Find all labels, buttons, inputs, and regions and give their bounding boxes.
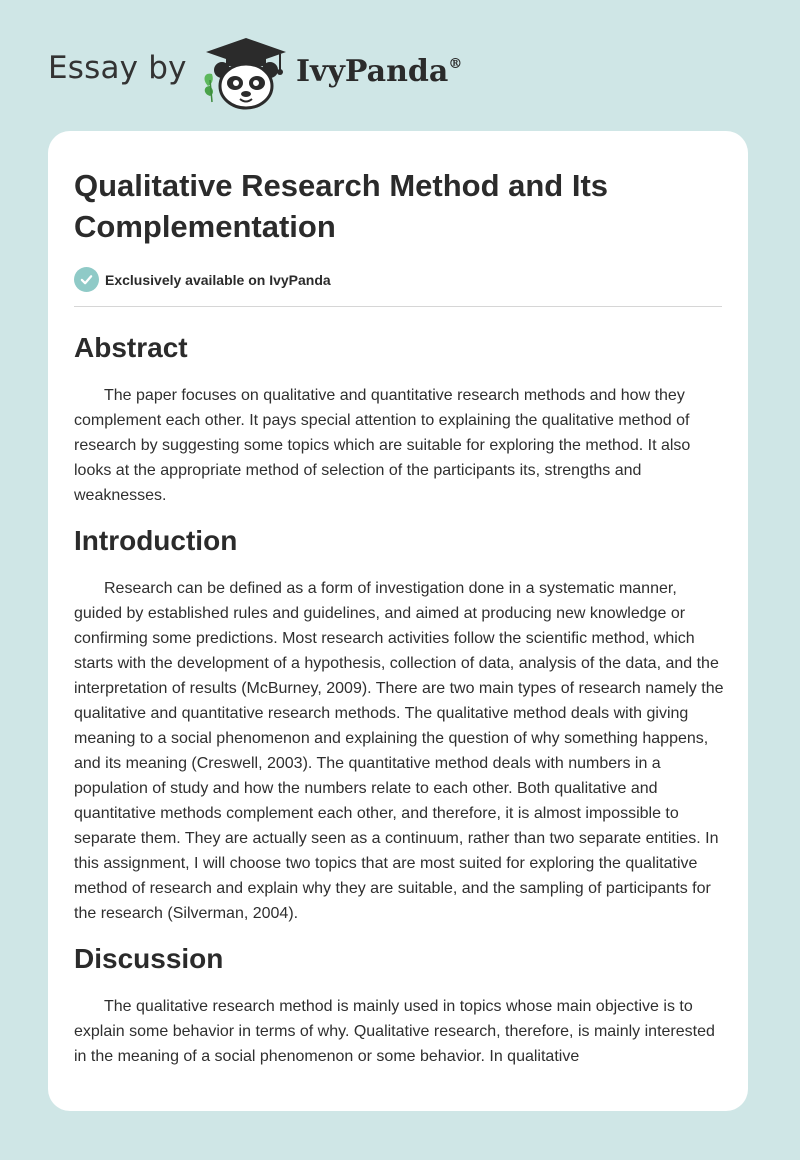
registered-mark: ® [448,56,463,72]
exclusive-label: Exclusively available on IvyPanda [105,271,331,288]
section-introduction [74,524,722,926]
panda-graduate-icon[interactable] [200,36,292,110]
section-paragraph: Research can be defined as a form of investigation done in a systematic manner, guided by established rules and guidelines, and aimed at producing new knowledge or confirming some predictions. Most research activities follow the scientific method, which starts with the development of a hypothesis, collection of data, analysis of the data, and the interpretation of results (McBurney, 2009). There are two main types of research namely the qualitative and quantitative research methods. The qualitative method deals with giving meaning to a social phenomenon and explaining the question of why something happens, and its meaning (Creswell, 2003). The quantitative method deals with numbers in a population of study and how the numbers relate to each other. Both qualitative and quantitative methods complement each other, and therefore, it is almost impossible to separate them. They are actually seen as a continuum, rather than two separate entities. In this assignment, I will choose two topics that are most suited for exploring the qualitative method of research and explain why they are suitable, and the sampling of participants for the research (Silverman, 2004). [74,580,724,922]
section-abstract [74,331,722,508]
section-heading: Abstract [74,332,188,363]
section-heading: Introduction [74,525,238,556]
section-discussion [74,942,722,1069]
page-title: Qualitative Research Method and Its Complementation [74,168,609,244]
site-header [0,0,800,130]
check-circle-icon [74,267,99,292]
section-heading: Discussion [74,943,224,974]
essay-card [48,131,748,1111]
brand-name: IvyPanda [296,54,449,89]
exclusive-badge [74,267,722,292]
essay-by-label: Essay by [48,50,187,86]
section-paragraph: The qualitative research method is mainly used in topics whose main objective is to explain some behavior in terms of why. Qualitative research, therefore, is mainly interested in the meaning of a social phenomenon or some behavior. In qualitative [74,998,715,1065]
section-paragraph: The paper focuses on qualitative and quantitative research methods and how they complement each other. It pays special attention to explaining the qualitative method of research by suggesting some topics which are suitable for exploring the method. It also looks at the appropriate method of selection of the participants its, strengths and weaknesses. [74,387,691,504]
brand-logo-text[interactable] [296,54,462,89]
title-divider [74,306,722,307]
